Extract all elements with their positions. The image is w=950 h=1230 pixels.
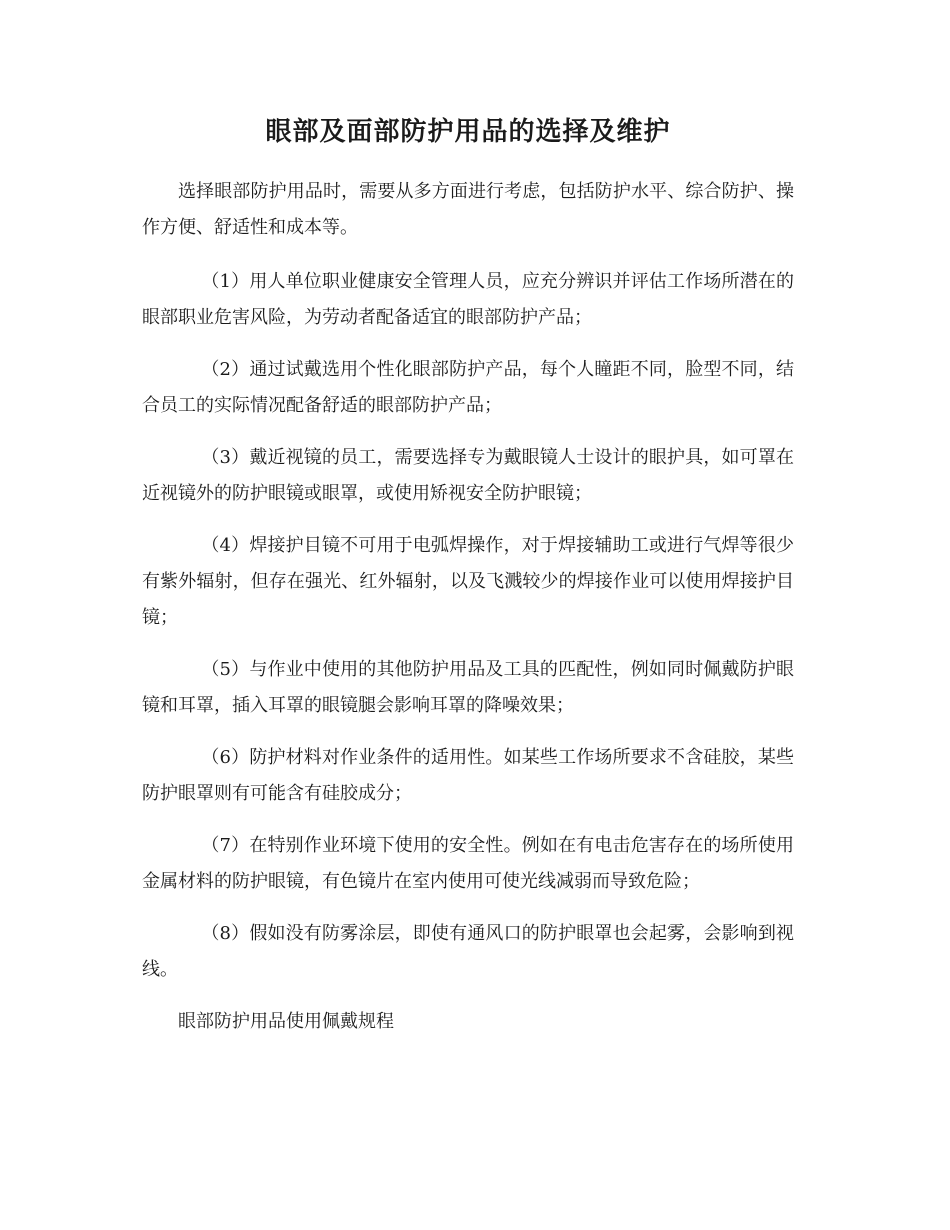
list-item-7: （7）在特别作业环境下使用的安全性。例如在有电击危害存在的场所使用金属材料的防护眼镜，有色镜片在室内使用可使光线减弱而导致危险； [142, 835, 794, 892]
list-item-8: （8）假如没有防雾涂层，即使有通风口的防护眼罩也会起雾，会影响到视线。 [142, 923, 794, 980]
list-item-2: （2）通过试戴选用个性化眼部防护产品，每个人瞳距不同，脸型不同，结合员工的实际情况配备舒适的眼部防护产品； [142, 359, 794, 416]
document-page [142, 112, 794, 1056]
list-item-3: （3）戴近视镜的员工，需要选择专为戴眼镜人士设计的眼护具，如可罩在近视镜外的防护眼镜或眼罩，或使用矫视安全防护眼镜； [142, 447, 794, 504]
list-item-1: （1）用人单位职业健康安全管理人员，应充分辨识并评估工作场所潜在的眼部职业危害风险，为劳动者配备适宜的眼部防护产品； [142, 271, 794, 328]
section-heading: 眼部防护用品使用佩戴规程 [178, 1011, 394, 1032]
list-item-6: （6）防护材料对作业条件的适用性。如某些工作场所要求不含硅胶，某些防护眼罩则有可能含有硅胶成分； [142, 747, 794, 804]
list-item-4: （4）焊接护目镜不可用于电弧焊操作，对于焊接辅助工或进行气焊等很少有紫外辐射，但存在强光、红外辐射，以及飞溅较少的焊接作业可以使用焊接护目镜； [142, 535, 794, 628]
page-title: 眼部及面部防护用品的选择及维护 [265, 117, 671, 147]
list-item-5: （5）与作业中使用的其他防护用品及工具的匹配性，例如同时佩戴防护眼镜和耳罩，插入耳罩的眼镜腿会影响耳罩的降噪效果； [142, 659, 794, 716]
intro-paragraph: 选择眼部防护用品时，需要从多方面进行考虑，包括防护水平、综合防护、操作方便、舒适性和成本等。 [142, 181, 794, 238]
